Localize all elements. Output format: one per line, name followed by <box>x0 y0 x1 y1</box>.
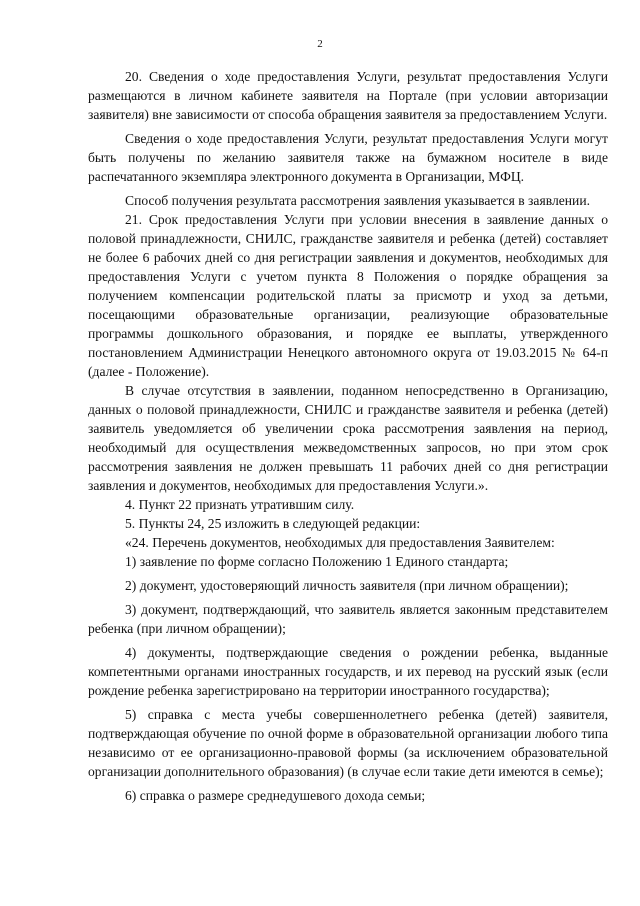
list-item-1: 1) заявление по форме согласно Положению 1 Единого стандарта; <box>125 554 509 569</box>
paragraph-21: 21. Срок предоставления Услуги при условии внесения в заявление данных о половой принадлежности, СНИЛС, гражданстве заявителя и ребенка (детей) составляет не более 6 рабочих дней со дня регистрации заявления и документов, необходимых для предоставления Услуги с учетом пункта 8 Положения о порядке обращения за получением компенсации родительской платы за присмотр и уход за детьми, посещающими образовательные организации, реализующие образовательные программы дошкольного образования, и порядке ее выплаты, утвержденного постановлением Администрации Ненецкого автономного округа от 19.03.2015 № 64-п (далее - Положение). <box>88 212 608 379</box>
document-body <box>88 67 608 805</box>
list-item-5: 5) справка с места учебы совершеннолетнего ребенка (детей) заявителя, подтверждающая обучение по очной форме в образовательной организации любого типа независимо от ее организационно-правовой формы (за исключением образовательной организации дополнительного образования) (в случае если такие дети имеются в семье); <box>88 707 608 779</box>
list-item-3: 3) документ, подтверждающий, что заявитель является законным представителем ребенка (при личном обращении); <box>88 602 608 636</box>
paragraph-20: 20. Сведения о ходе предоставления Услуги, результат предоставления Услуги размещаются в личном кабинете заявителя на Портале (при условии авторизации заявителя) вне зависимости от способа обращения заявителя за предоставлением Услуги. <box>88 69 608 122</box>
list-item-6: 6) справка о размере среднедушевого дохода семьи; <box>125 788 426 803</box>
list-item-2: 2) документ, удостоверяющий личность заявителя (при личном обращении); <box>125 578 569 593</box>
paragraph-item-5: 5. Пункты 24, 25 изложить в следующей редакции: <box>125 516 421 531</box>
paragraph-result-method: Способ получения результата рассмотрения заявления указывается в заявлении. <box>125 193 590 208</box>
list-item-4: 4) документы, подтверждающие сведения о рождении ребенка, выданные компетентными органами иностранных государств, и их перевод на русский язык (если рождение ребенка зарегистрировано на территории иностранного государства); <box>88 645 608 698</box>
page-number: 2 <box>317 38 323 50</box>
paragraph-progress-paper: Сведения о ходе предоставления Услуги, результат предоставления Услуги могут быть получены по желанию заявителя также на бумажном носителе в виде распечатанного экземпляра электронного документа в Организации, МФЦ. <box>88 131 608 184</box>
paragraph-item-4: 4. Пункт 22 признать утратившим силу. <box>125 497 355 512</box>
paragraph-24-heading: «24. Перечень документов, необходимых для предоставления Заявителем: <box>125 535 555 550</box>
paragraph-missing-data: В случае отсутствия в заявлении, поданном непосредственно в Организацию, данных о половой принадлежности, СНИЛС и гражданстве заявителя и ребенка (детей) заявитель уведомляется об увеличении срока рассмотрения заявления на период, необходимый для осуществления межведомственных запросов, но при этом срок рассмотрения заявления не должен превышать 11 рабочих дней со дня регистрации заявления и документов, необходимых для предоставления Услуги.». <box>88 383 608 493</box>
